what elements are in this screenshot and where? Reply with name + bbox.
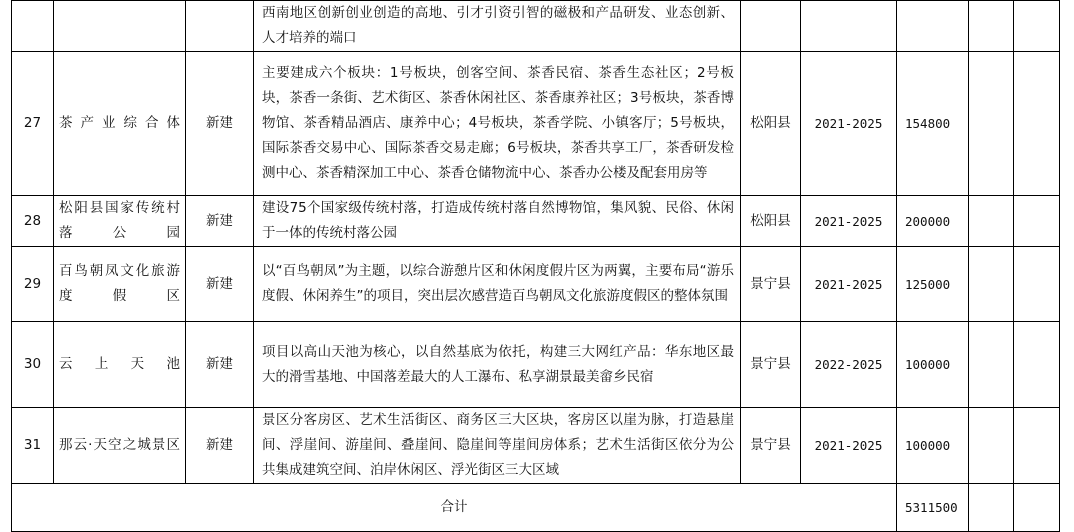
project-location: 景宁县	[741, 322, 801, 408]
row-number: 29	[12, 247, 54, 322]
project-content: 项目以高山天池为核心，以自然基底为依托，构建三大网红产品：华东地区最大的滑雪基地、中国落差最大的人工瀑布、私享湖景最美畲乡民宿	[254, 322, 741, 408]
table-row	[12, 52, 1060, 196]
empty-cell	[969, 52, 1014, 196]
project-name: 松阳县国家传统村落公园	[54, 196, 186, 247]
project-content: 景区分客房区、艺术生活街区、商务区三大区块，客房区以崖为脉，打造悬崖间、浮崖间、游崖间、叠崖间、隐崖间等崖间房体系；艺术生活街区依分为公共集成建筑空间、泊岸休闲区、浮光街区三大区域	[254, 408, 741, 484]
project-name: 那云·天空之城景区	[54, 408, 186, 484]
empty-cell	[969, 484, 1014, 532]
table-row	[12, 322, 1060, 408]
project-location: 松阳县	[741, 52, 801, 196]
row-number: 31	[12, 408, 54, 484]
project-location	[741, 1, 801, 52]
row-number	[12, 1, 54, 52]
project-period: 2021-2025	[801, 408, 897, 484]
project-amount: 100000	[897, 322, 969, 408]
project-type: 新建	[186, 196, 254, 247]
project-type	[186, 1, 254, 52]
table-row	[12, 1, 1060, 52]
project-name: 云上天池	[54, 322, 186, 408]
project-location: 景宁县	[741, 247, 801, 322]
project-period	[801, 1, 897, 52]
project-content: 以“百鸟朝凤”为主题，以综合游憩片区和休闲度假片区为两翼，主要布局“游乐度假、休闲养生”的项目，突出层次感营造百鸟朝凤文化旅游度假区的整体氛围	[254, 247, 741, 322]
project-name: 茶产业综合体	[54, 52, 186, 196]
total-amount: 5311500	[897, 484, 969, 532]
empty-cell	[1014, 196, 1060, 247]
project-content: 主要建成六个板块：1号板块，创客空间、茶香民宿、茶香生态社区；2号板块，茶香一条街、艺术街区、茶香休闲社区、茶香康养社区；3号板块，茶香博物馆、茶香精品酒店、康养中心；4号板块，茶香学院、小镇客厅；5号板块，国际茶香交易中心、国际茶香交易走廊；6号板块，茶香共享工厂，茶香研发检测中心、茶香精深加工中心、茶香仓储物流中心、茶香办公楼及配套用房等	[254, 52, 741, 196]
project-period: 2021-2025	[801, 52, 897, 196]
empty-cell	[1014, 52, 1060, 196]
project-amount: 125000	[897, 247, 969, 322]
project-period: 2021-2025	[801, 196, 897, 247]
row-number: 30	[12, 322, 54, 408]
table-row	[12, 196, 1060, 247]
project-type: 新建	[186, 408, 254, 484]
empty-cell	[969, 247, 1014, 322]
empty-cell	[1014, 484, 1060, 532]
project-content: 建设75个国家级传统村落，打造成传统村落自然博物馆，集风貌、民俗、休闲于一体的传统村落公园	[254, 196, 741, 247]
project-period: 2021-2025	[801, 247, 897, 322]
empty-cell	[969, 322, 1014, 408]
project-amount: 200000	[897, 196, 969, 247]
table-row	[12, 247, 1060, 322]
project-type: 新建	[186, 52, 254, 196]
project-period: 2022-2025	[801, 322, 897, 408]
empty-cell	[1014, 247, 1060, 322]
total-label: 合计	[12, 484, 897, 532]
project-name: 百鸟朝凤文化旅游度假区	[54, 247, 186, 322]
empty-cell	[969, 1, 1014, 52]
project-content: 西南地区创新创业创造的高地、引才引资引智的磁极和产品研发、业态创新、人才培养的端口	[254, 1, 741, 52]
empty-cell	[1014, 408, 1060, 484]
project-type: 新建	[186, 322, 254, 408]
project-amount: 154800	[897, 52, 969, 196]
table-row	[12, 408, 1060, 484]
empty-cell	[969, 408, 1014, 484]
project-amount: 100000	[897, 408, 969, 484]
project-location: 松阳县	[741, 196, 801, 247]
empty-cell	[1014, 322, 1060, 408]
project-name	[54, 1, 186, 52]
project-table	[11, 0, 1060, 532]
row-number: 28	[12, 196, 54, 247]
row-number: 27	[12, 52, 54, 196]
total-row	[12, 484, 1060, 532]
empty-cell	[969, 196, 1014, 247]
empty-cell	[1014, 1, 1060, 52]
project-location: 景宁县	[741, 408, 801, 484]
project-amount	[897, 1, 969, 52]
project-type: 新建	[186, 247, 254, 322]
